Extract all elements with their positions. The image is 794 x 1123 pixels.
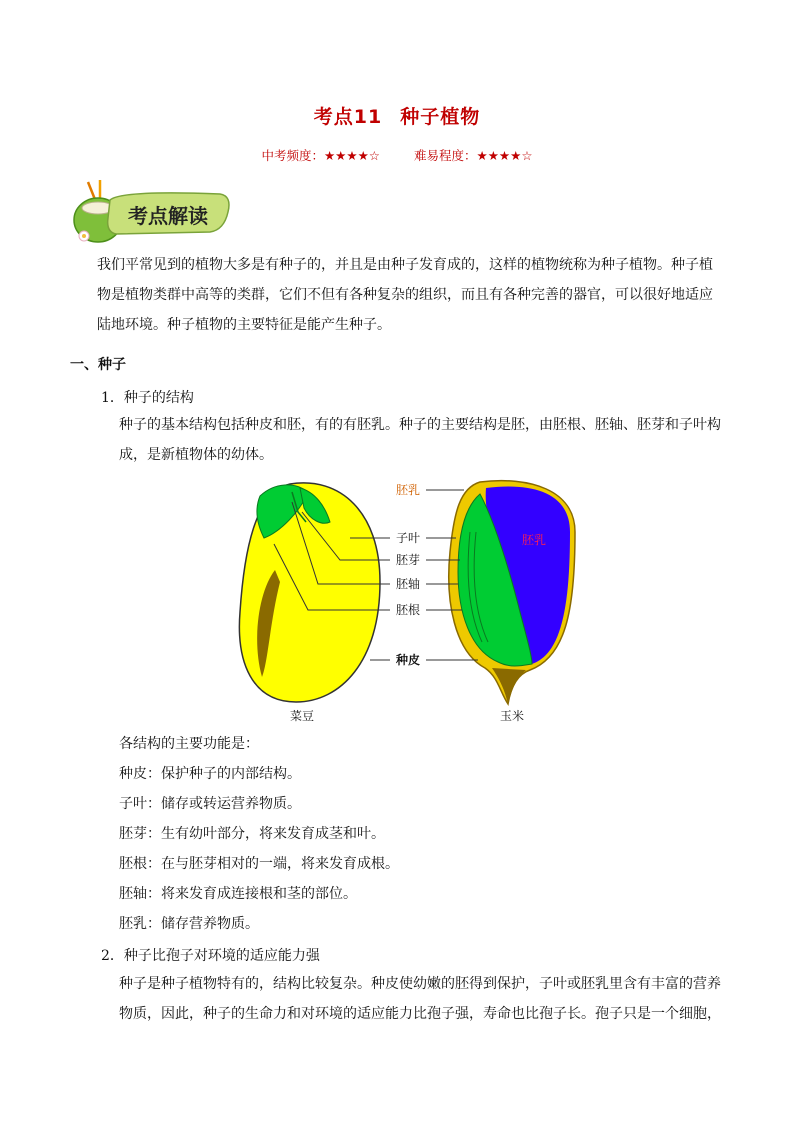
label-seed-coat: 种皮 bbox=[395, 653, 421, 667]
page-title bbox=[0, 102, 794, 129]
bean-seed bbox=[239, 483, 380, 702]
label-plumule: 胚芽 bbox=[395, 553, 421, 567]
function-item: 胚轴：将来发育成连接根和茎的部位。 bbox=[119, 886, 357, 902]
function-item: 胚根：在与胚芽相对的一端，将来发育成根。 bbox=[119, 856, 399, 872]
caption-bean: 菜豆 bbox=[289, 709, 315, 723]
section-badge bbox=[70, 178, 235, 248]
function-item: 胚芽：生有幼叶部分，将来发育成茎和叶。 bbox=[119, 826, 385, 842]
subsection-title-2: 2．种子比孢子对环境的适应能力强 bbox=[101, 948, 320, 964]
label-cotyledon: 子叶 bbox=[395, 531, 421, 545]
label-hypocotyl: 胚轴 bbox=[395, 577, 421, 591]
label-endosperm-top: 胚乳 bbox=[395, 483, 421, 497]
caption-corn: 玉米 bbox=[499, 709, 525, 723]
title-main: 种子植物 bbox=[400, 106, 481, 128]
title-prefix: 考点11 bbox=[313, 106, 383, 128]
function-item: 胚乳：储存营养物质。 bbox=[119, 916, 259, 932]
function-item: 子叶：储存或转运营养物质。 bbox=[119, 796, 301, 812]
difficulty-rating: 难易程度：★★★★☆ bbox=[414, 148, 533, 163]
subsection-title-1: 1．种子的结构 bbox=[101, 390, 194, 406]
badge-label: 考点解读 bbox=[128, 204, 208, 228]
structure-paragraph: 种子的基本结构包括种皮和胚，有的有胚乳。种子的主要结构是胚，由胚根、胚轴、胚芽和子叶构成，是新植物体的幼体。 bbox=[119, 417, 721, 463]
frequency-rating: 中考频度：★★★★☆ bbox=[261, 148, 380, 163]
seed-structure-diagram bbox=[230, 472, 590, 727]
section-heading: 一、种子 bbox=[70, 357, 126, 373]
corn-seed bbox=[449, 481, 575, 704]
label-endosperm-inner: 胚乳 bbox=[521, 533, 547, 547]
intro-paragraph: 我们平常见到的植物大多是有种子的，并且是由种子发育成的，这样的植物统称为种子植物。种子植物是植物类群中高等的类群，它们不但有各种复杂的组织，而且有各种完善的器官，可以很好地适应陆地环境。种子植物的主要特征是能产生种子。 bbox=[97, 257, 713, 333]
meta-line bbox=[0, 146, 794, 164]
label-radicle: 胚根 bbox=[395, 603, 421, 617]
function-item: 种皮：保护种子的内部结构。 bbox=[119, 766, 301, 782]
functions-intro: 各结构的主要功能是： bbox=[119, 736, 259, 752]
adaptation-paragraph: 种子是种子植物特有的，结构比较复杂。种皮使幼嫩的胚得到保护，子叶或胚乳里含有丰富的营养物质，因此，种子的生命力和对环境的适应能力比孢子强，寿命也比孢子长。孢子只是一个细胞， bbox=[119, 976, 721, 1022]
